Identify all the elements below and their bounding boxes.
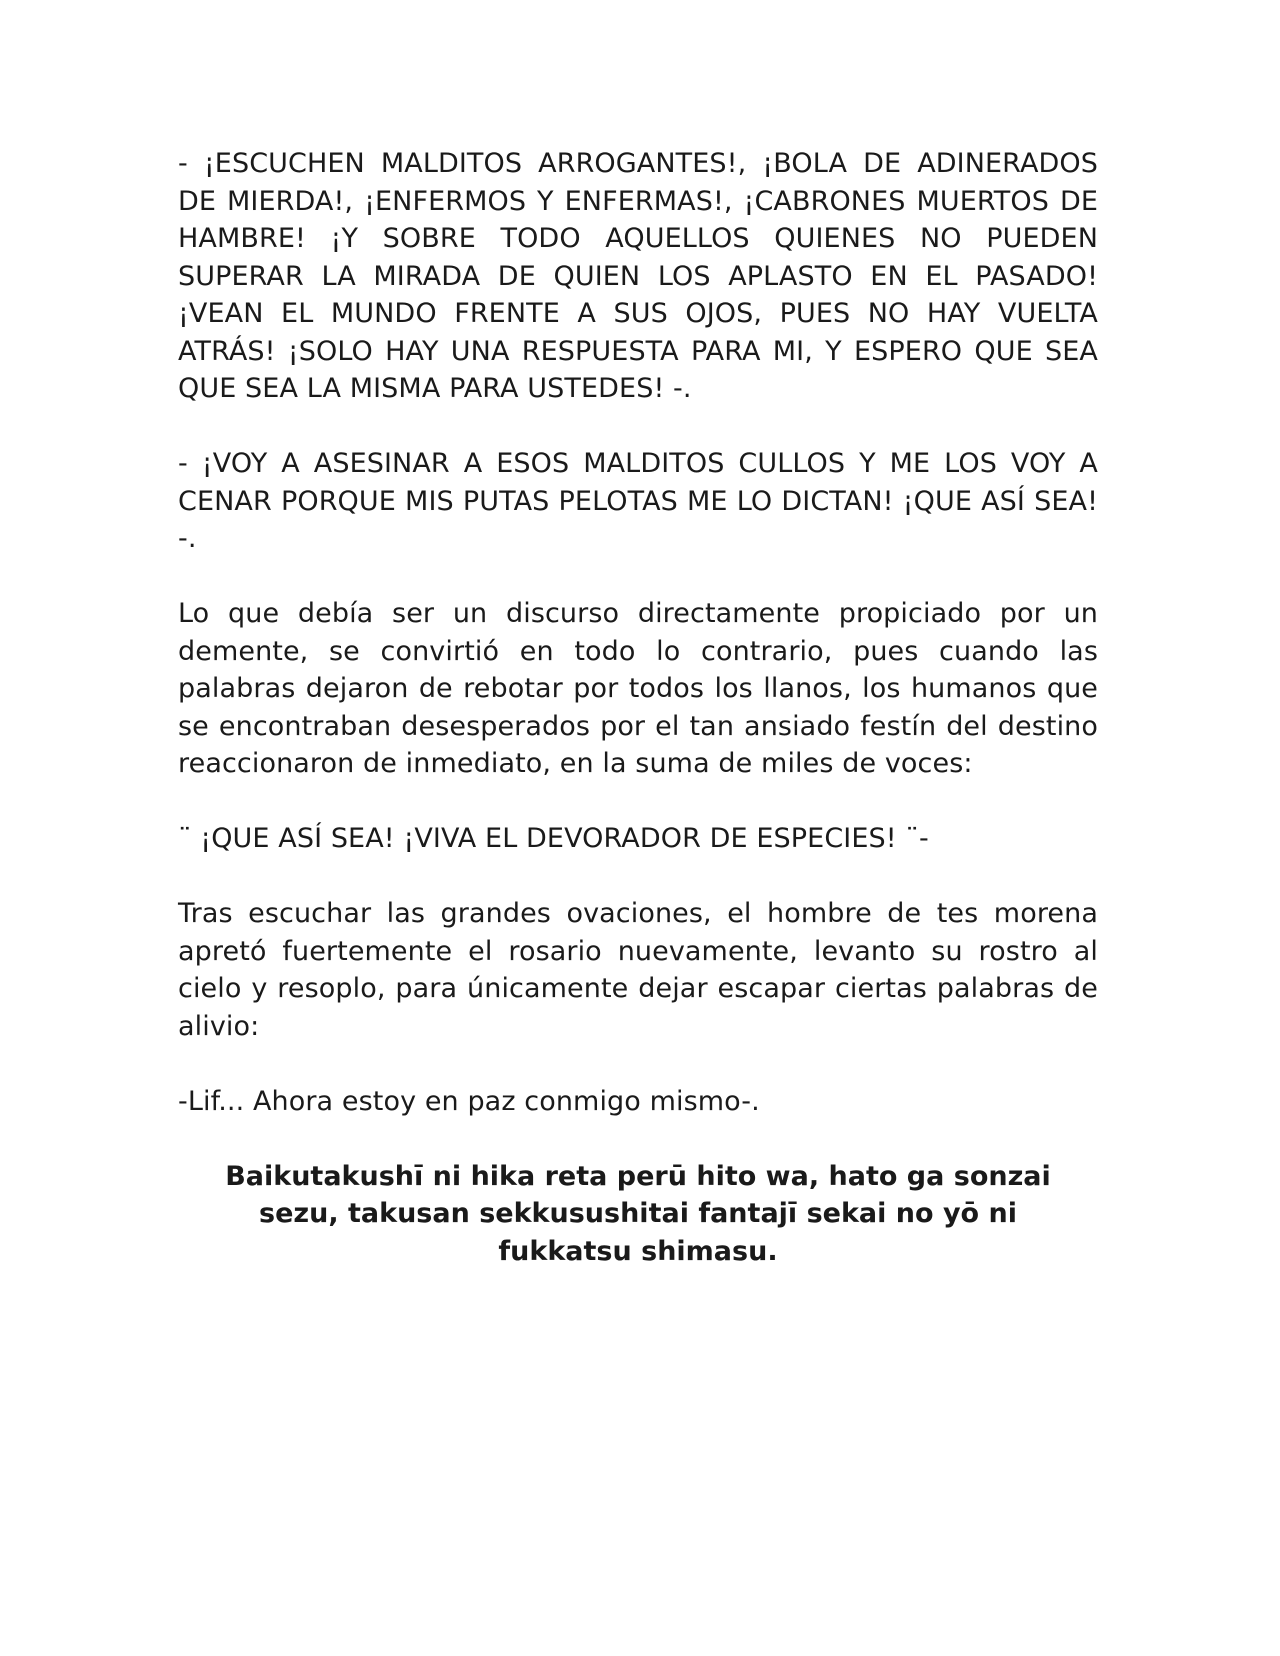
crowd-chant-line: ¨ ¡QUE ASÍ SEA! ¡VIVA EL DEVORADOR DE ESPECIES! ¨- bbox=[178, 823, 929, 854]
narration-paragraph-1: Lo que debía ser un discurso directamente propiciado por un demente, se convirtió en todo lo contrario, pues cuando las palabras dejaron de rebotar por todos los llanos, los humanos que se encontraban desesperados por el tan ansiado festín del destino reaccionaron de inmediato, en la suma de miles de voces: bbox=[178, 598, 1098, 779]
dialogue-line: -Lif... Ahora estoy en paz conmigo mismo-. bbox=[178, 1085, 760, 1117]
speech-paragraph-1: - ¡ESCUCHEN MALDITOS ARROGANTES!, ¡BOLA DE ADINERADOS DE MIERDA!, ¡ENFERMOS Y ENFERMAS!, ¡CABRONES MUERTOS DE HAMBRE! ¡Y SOBRE TODO AQUELLOS QUIENES NO PUEDEN SUPERAR LA MIRADA DE QUIEN LOS APLASTO EN EL PASADO! ¡VEAN EL MUNDO FRENTE A SUS OJOS, PUES NO HAY VUELTA ATRÁS! ¡SOLO HAY UNA RESPUESTA PARA MI, Y ESPERO QUE SEA QUE SEA LA MISMA PARA USTEDES! -. bbox=[178, 148, 1098, 404]
narration-paragraph-2: Tras escuchar las grandes ovaciones, el hombre de tes morena apretó fuertemente el rosario nuevamente, levanto su rostro al cielo y resoplo, para únicamente dejar escapar ciertas palabras de alivio: bbox=[178, 898, 1098, 1042]
closing-bold-text: Baikutakushī ni hika reta perū hito wa, hato ga sonzai sezu, takusan sekkusushitai fantajī sekai no yō ni fukkatsu shimasu. bbox=[225, 1160, 1051, 1267]
speech-paragraph-2: - ¡VOY A ASESINAR A ESOS MALDITOS CULLOS Y ME LOS VOY A CENAR PORQUE MIS PUTAS PELOTAS ME LO DICTAN! ¡QUE ASÍ SEA! -. bbox=[178, 448, 1098, 554]
document-page bbox=[178, 145, 1098, 1270]
